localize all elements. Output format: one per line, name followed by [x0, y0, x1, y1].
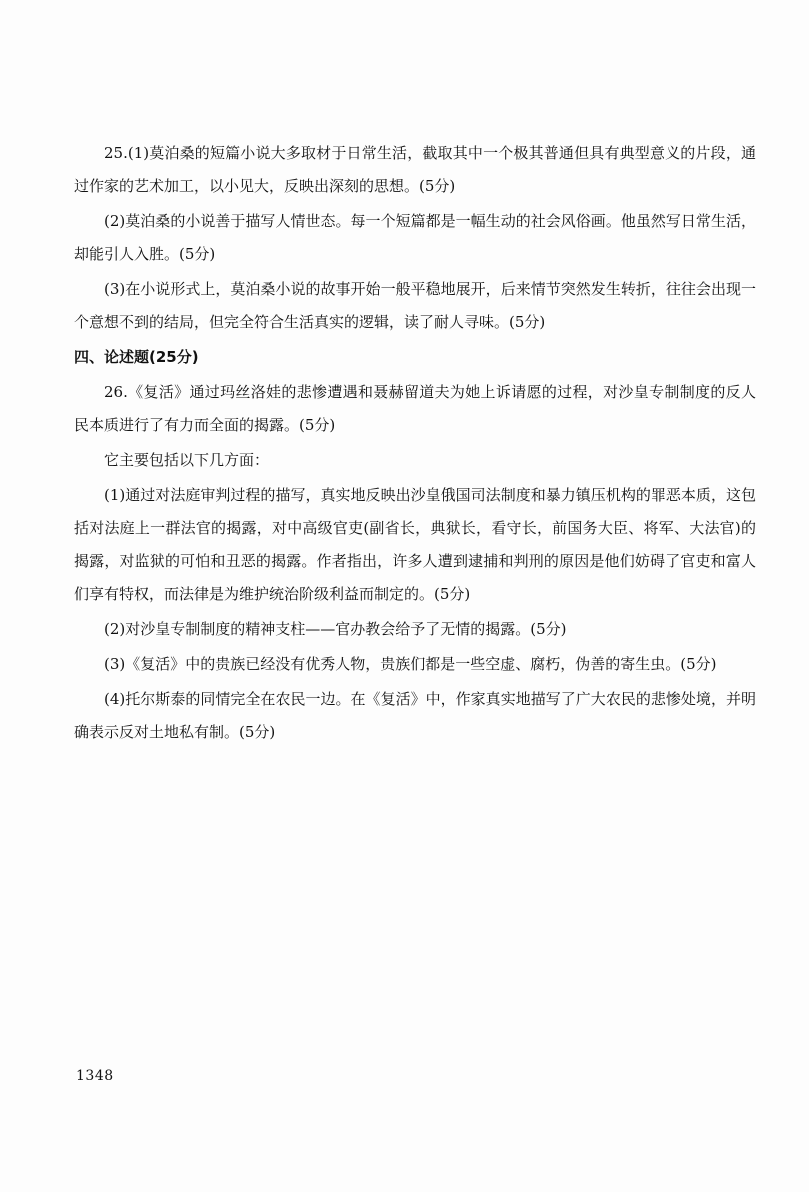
answer-25-part-3: (3)在小说形式上，莫泊桑小说的故事开始一般平稳地展开，后来情节突然发生转折，往往会出现一个意想不到的结局，但完全符合生活真实的逻辑，读了耐人寻味。(5分) — [74, 280, 756, 331]
answer-26-lead: 它主要包括以下几方面： — [104, 451, 270, 469]
answer-25-part-1: 25.(1)莫泊桑的短篇小说大多取材于日常生活，截取其中一个极其普通但具有典型意义的片段，通过作家的艺术加工，以小见大，反映出深刻的思想。(5分) — [74, 144, 756, 195]
answer-content — [74, 137, 756, 751]
page-number: 1348 — [76, 1068, 114, 1084]
answer-26-part-3: (3)《复活》中的贵族已经没有优秀人物，贵族们都是一些空虚、腐朽，伪善的寄生虫。(5分) — [104, 655, 717, 673]
answer-26-part-4: (4)托尔斯泰的同情完全在农民一边。在《复活》中，作家真实地描写了广大农民的悲惨处境，并明确表示反对土地私有制。(5分) — [74, 690, 756, 741]
answer-26-intro: 26.《复活》通过玛丝洛娃的悲惨遭遇和聂赫留道夫为她上诉请愿的过程，对沙皇专制制度的反人民本质进行了有力而全面的揭露。(5分) — [74, 383, 756, 434]
answer-25-part-2: (2)莫泊桑的小说善于描写人情世态。每一个短篇都是一幅生动的社会风俗画。他虽然写日常生活，却能引人入胜。(5分) — [74, 212, 756, 263]
section-4-heading: 四、论述题(25分) — [74, 348, 199, 366]
answer-26-part-1: (1)通过对法庭审判过程的描写，真实地反映出沙皇俄国司法制度和暴力镇压机构的罪恶本质，这包括对法庭上一群法官的揭露，对中高级官吏(副省长，典狱长，看守长，前国务大臣、将军、大法官)的揭露，对监狱的可怕和丑恶的揭露。作者指出，许多人遭到逮捕和判刑的原因是他们妨碍了官吏和富人们享有特权，而法律是为维护统治阶级利益而制定的。(5分) — [74, 486, 756, 603]
answer-26-part-2: (2)对沙皇专制制度的精神支柱——官办教会给予了无情的揭露。(5分) — [104, 620, 567, 638]
